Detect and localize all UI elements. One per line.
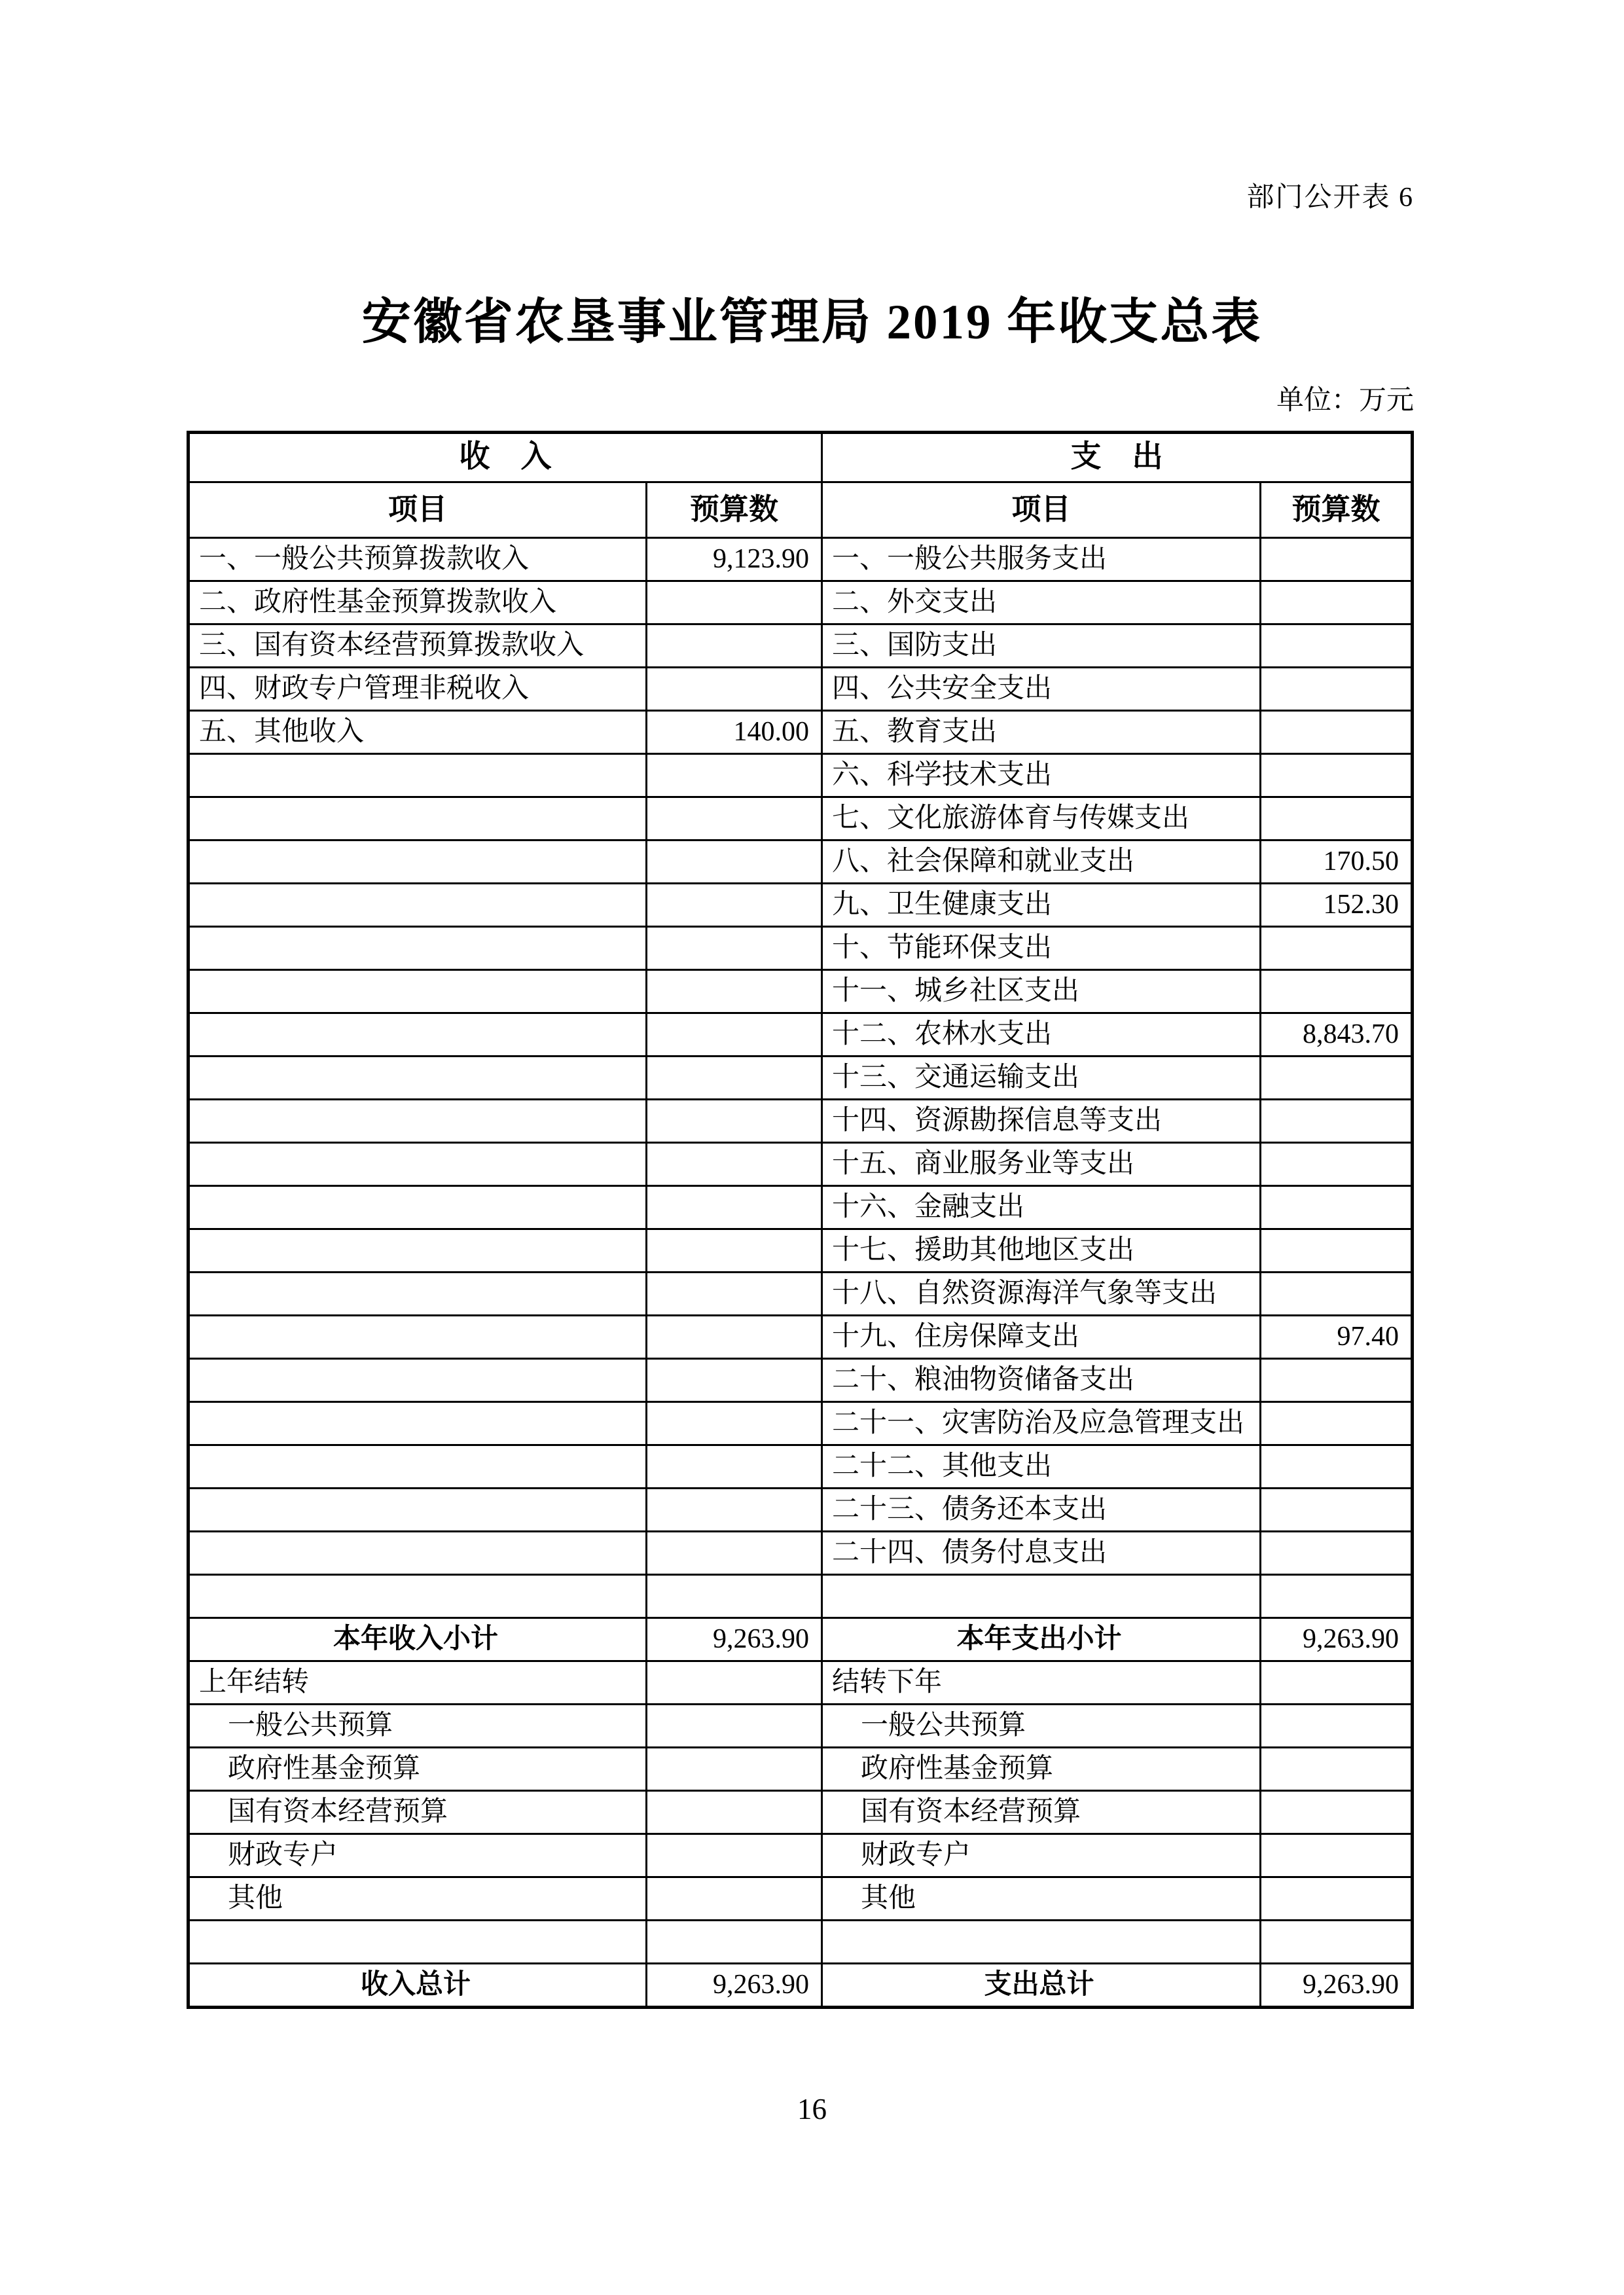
income-item-cell [189,1143,647,1186]
expense-item-cell: 二十、粮油物资储备支出 [822,1359,1261,1402]
column-header-row [189,482,1413,538]
expense-item-cell: 五、教育支出 [822,711,1261,754]
expense-item-cell: 其他 [822,1877,1261,1921]
table-row [189,538,1413,581]
expense-item-cell: 十、节能环保支出 [822,927,1261,970]
table-row [189,1013,1413,1057]
table-row [189,1359,1413,1402]
income-item-cell [189,1532,647,1575]
income-budget-cell: 9,263.90 [647,1964,822,2008]
income-item-cell [189,1316,647,1359]
table-row [189,754,1413,797]
expense-budget-cell: 9,263.90 [1261,1618,1413,1661]
expense-budget-cell [1261,1661,1413,1705]
income-budget-cell [647,1748,822,1791]
income-budget-cell [647,1575,822,1618]
table-row [189,797,1413,840]
expense-budget-cell [1261,538,1413,581]
income-item-cell [189,1186,647,1229]
income-item-cell: 政府性基金预算 [189,1748,647,1791]
expense-item-cell: 十六、金融支出 [822,1186,1261,1229]
income-budget-cell: 140.00 [647,711,822,754]
income-item-cell [189,1013,647,1057]
table-row [189,1229,1413,1273]
expense-budget-cell [1261,1100,1413,1143]
table-row [189,1489,1413,1532]
expense-budget-cell [1261,1143,1413,1186]
expense-item-cell: 七、文化旅游体育与传媒支出 [822,797,1261,840]
income-item-cell: 一般公共预算 [189,1705,647,1748]
table-row [189,1921,1413,1964]
expense-budget-cell: 152.30 [1261,884,1413,927]
income-item-cell [189,797,647,840]
expense-budget-cell [1261,1489,1413,1532]
expense-item-cell: 一般公共预算 [822,1705,1261,1748]
table-row [189,884,1413,927]
income-budget-cell [647,884,822,927]
income-budget-cell [647,1834,822,1877]
table-row [189,1877,1413,1921]
income-budget-cell [647,1273,822,1316]
income-budget-cell [647,1186,822,1229]
expense-item-cell: 十四、资源勘探信息等支出 [822,1100,1261,1143]
expense-item-cell: 十三、交通运输支出 [822,1057,1261,1100]
table-row [189,581,1413,624]
table-row [189,1791,1413,1834]
expense-item-cell: 本年支出小计 [822,1618,1261,1661]
table-row [189,1143,1413,1186]
expense-item-cell: 十一、城乡社区支出 [822,970,1261,1013]
expense-budget-cell [1261,1445,1413,1489]
expense-budget-cell: 170.50 [1261,840,1413,884]
income-item-cell [189,754,647,797]
income-budget-cell [647,1316,822,1359]
table-row [189,1748,1413,1791]
expense-item-cell: 二十一、灾害防治及应急管理支出 [822,1402,1261,1445]
income-budget-cell [647,927,822,970]
expense-budget-cell [1261,1877,1413,1921]
expense-item-cell: 三、国防支出 [822,624,1261,668]
table-row [189,1273,1413,1316]
income-item-cell: 二、政府性基金预算拨款收入 [189,581,647,624]
income-budget-cell: 9,263.90 [647,1618,822,1661]
income-item-cell: 上年结转 [189,1661,647,1705]
doc-classification-label: 部门公开表 6 [1246,183,1414,213]
table-row [189,970,1413,1013]
expense-budget-cell [1261,1748,1413,1791]
expense-item-cell [822,1575,1261,1618]
expense-budget-cell [1261,711,1413,754]
expense-item-cell: 二十二、其他支出 [822,1445,1261,1489]
table-row [189,1964,1413,2008]
expense-item-cell: 八、社会保障和就业支出 [822,840,1261,884]
income-budget-cell [647,1661,822,1705]
table-row [189,927,1413,970]
expense-item-cell: 二十四、债务付息支出 [822,1532,1261,1575]
table-row [189,624,1413,668]
expense-item-cell: 十八、自然资源海洋气象等支出 [822,1273,1261,1316]
expense-budget-cell [1261,1921,1413,1964]
income-item-cell [189,1273,647,1316]
income-budget-cell [647,1705,822,1748]
expense-item-cell: 二十三、债务还本支出 [822,1489,1261,1532]
income-item-cell [189,1445,647,1489]
expense-budget-cell [1261,1402,1413,1445]
expense-item-cell: 九、卫生健康支出 [822,884,1261,927]
expense-item-cell: 十二、农林水支出 [822,1013,1261,1057]
table-row [189,668,1413,711]
table-row [189,1575,1413,1618]
expense-budget-cell [1261,624,1413,668]
income-item-cell: 三、国有资本经营预算拨款收入 [189,624,647,668]
income-budget-cell [647,1013,822,1057]
expense-budget-cell: 9,263.90 [1261,1964,1413,2008]
table-row [189,1618,1413,1661]
expense-item-cell: 二、外交支出 [822,581,1261,624]
table-row [189,1532,1413,1575]
expense-item-cell: 十五、商业服务业等支出 [822,1143,1261,1186]
expense-budget-cell [1261,1273,1413,1316]
budget-summary-table [187,431,1414,2009]
income-item-cell [189,1057,647,1100]
income-budget-cell [647,1489,822,1532]
table-row [189,1661,1413,1705]
expense-item-cell: 财政专户 [822,1834,1261,1877]
income-budget-cell [647,1100,822,1143]
income-item-cell: 四、财政专户管理非税收入 [189,668,647,711]
expense-budget-cell [1261,1532,1413,1575]
expense-budget-cell [1261,1575,1413,1618]
expense-budget-cell [1261,1057,1413,1100]
income-item-cell [189,884,647,927]
expense-item-cell: 六、科学技术支出 [822,754,1261,797]
table-row [189,1100,1413,1143]
income-item-cell [189,1575,647,1618]
income-budget-cell [647,1229,822,1273]
expense-budget-cell: 8,843.70 [1261,1013,1413,1057]
income-budget-cell [647,1791,822,1834]
income-item-cell [189,1100,647,1143]
table-row [189,840,1413,884]
expense-item-cell: 结转下年 [822,1661,1261,1705]
income-item-cell: 收入总计 [189,1964,647,2008]
table-row [189,1705,1413,1748]
income-item-cell [189,1489,647,1532]
income-item-cell: 本年收入小计 [189,1618,647,1661]
income-budget-cell [647,970,822,1013]
income-item-cell [189,970,647,1013]
table-row [189,1402,1413,1445]
table-row [189,1834,1413,1877]
table-row [189,1445,1413,1489]
expense-item-cell: 十七、援助其他地区支出 [822,1229,1261,1273]
expense-item-column-header: 项目 [822,482,1261,538]
income-budget-cell [647,754,822,797]
expense-budget-cell [1261,1186,1413,1229]
table-row [189,711,1413,754]
expense-section-header: 支 出 [822,433,1413,482]
income-item-cell: 国有资本经营预算 [189,1791,647,1834]
income-budget-cell [647,1877,822,1921]
income-budget-cell [647,1359,822,1402]
income-budget-cell [647,581,822,624]
income-item-cell: 一、一般公共预算拨款收入 [189,538,647,581]
income-item-cell: 财政专户 [189,1834,647,1877]
expense-item-cell: 国有资本经营预算 [822,1791,1261,1834]
expense-budget-cell [1261,668,1413,711]
expense-budget-cell [1261,581,1413,624]
income-item-cell [189,1229,647,1273]
income-item-cell: 五、其他收入 [189,711,647,754]
expense-budget-cell [1261,1791,1413,1834]
expense-budget-cell [1261,1229,1413,1273]
table-row [189,1057,1413,1100]
expense-budget-cell [1261,797,1413,840]
income-budget-cell [647,1921,822,1964]
expense-item-cell: 支出总计 [822,1964,1261,2008]
income-budget-cell [647,1402,822,1445]
income-item-cell [189,927,647,970]
expense-item-cell: 政府性基金预算 [822,1748,1261,1791]
expense-budget-cell [1261,1705,1413,1748]
income-budget-cell [647,624,822,668]
income-budget-cell [647,1057,822,1100]
income-section-header: 收 入 [189,433,822,482]
table-row [189,1186,1413,1229]
income-item-cell [189,1921,647,1964]
expense-item-cell: 一、一般公共服务支出 [822,538,1261,581]
expense-budget-cell [1261,1834,1413,1877]
income-item-cell [189,1359,647,1402]
expense-item-cell: 十九、住房保障支出 [822,1316,1261,1359]
unit-label: 单位：万元 [1276,386,1414,416]
expense-budget-cell [1261,927,1413,970]
expense-item-cell: 四、公共安全支出 [822,668,1261,711]
expense-budget-column-header: 预算数 [1261,482,1413,538]
income-budget-cell [647,668,822,711]
expense-item-cell [822,1921,1261,1964]
income-item-cell: 其他 [189,1877,647,1921]
page-number: 16 [797,2093,827,2125]
income-budget-column-header: 预算数 [647,482,822,538]
income-item-cell [189,1402,647,1445]
income-budget-cell: 9,123.90 [647,538,822,581]
expense-budget-cell [1261,970,1413,1013]
income-budget-cell [647,1445,822,1489]
table-body [189,538,1413,2008]
income-budget-cell [647,1532,822,1575]
income-budget-cell [647,840,822,884]
expense-budget-cell: 97.40 [1261,1316,1413,1359]
income-item-column-header: 项目 [189,482,647,538]
income-budget-cell [647,1143,822,1186]
section-header-row [189,433,1413,482]
expense-budget-cell [1261,754,1413,797]
page-title: 安徽省农垦事业管理局 2019 年收支总表 [361,295,1263,350]
income-item-cell [189,840,647,884]
income-budget-cell [647,797,822,840]
table-row [189,1316,1413,1359]
table-header [189,433,1413,538]
expense-budget-cell [1261,1359,1413,1402]
